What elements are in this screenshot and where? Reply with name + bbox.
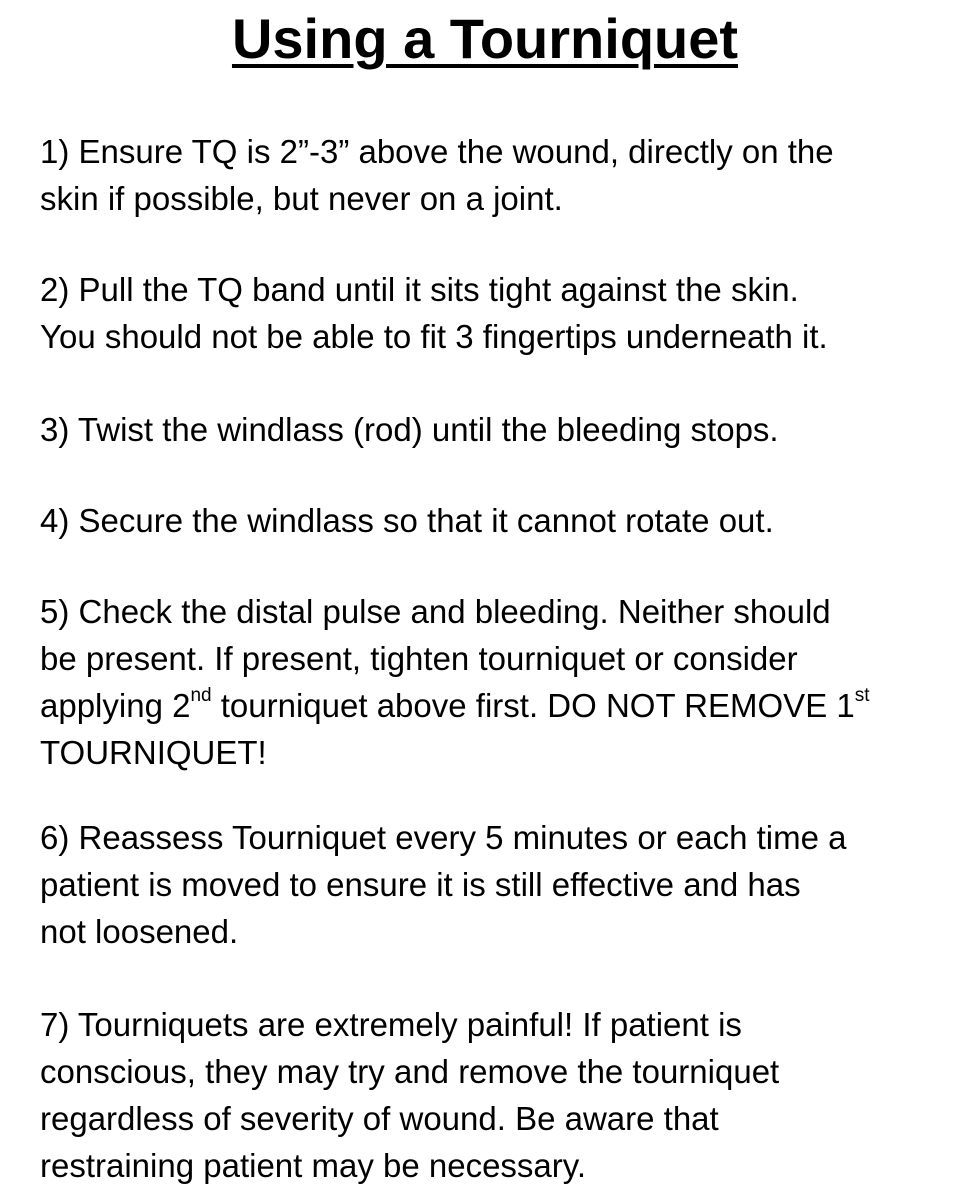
step-1: [40, 128, 940, 222]
step-line: 3) Twist the windlass (rod) until the bleeding stops.: [40, 411, 779, 448]
step-line: restraining patient may be necessary.: [40, 1147, 586, 1184]
step-line: conscious, they may try and remove the tourniquet: [40, 1053, 780, 1090]
page-title: Using a Tourniquet: [231, 7, 739, 70]
step-line: 1) Ensure TQ is 2”-3” above the wound, directly on the: [40, 133, 834, 170]
step-line: regardless of severity of wound. Be aware that: [40, 1100, 719, 1137]
step-line: not loosened.: [40, 913, 239, 950]
step-line: [40, 682, 940, 729]
step-3: [40, 406, 940, 453]
step-line: patient is moved to ensure it is still effective and has: [40, 866, 801, 903]
step-5: [40, 588, 940, 776]
step-line: 2) Pull the TQ band until it sits tight against the skin.: [40, 271, 799, 308]
step-line: be present. If present, tighten tourniquet or consider: [40, 640, 798, 677]
step-4: [40, 497, 940, 544]
step-line: 6) Reassess Tourniquet every 5 minutes or each time a: [40, 819, 847, 856]
ordinal-suffix: st: [854, 685, 870, 706]
step-line: You should not be able to fit 3 fingertips underneath it.: [40, 318, 828, 355]
step-7: [40, 1001, 940, 1189]
step-line: 4) Secure the windlass so that it cannot rotate out.: [40, 502, 774, 539]
step-line: TOURNIQUET!: [40, 734, 267, 771]
ordinal-suffix: nd: [190, 685, 212, 706]
step-line: 7) Tourniquets are extremely painful! If patient is: [40, 1006, 742, 1043]
step-2: [40, 266, 940, 360]
step-line: skin if possible, but never on a joint.: [40, 180, 563, 217]
step-line: 5) Check the distal pulse and bleeding. Neither should: [40, 593, 831, 630]
step-text: tourniquet above first. DO NOT REMOVE 1: [211, 687, 855, 724]
step-6: [40, 814, 940, 955]
step-text: applying 2: [40, 687, 191, 724]
